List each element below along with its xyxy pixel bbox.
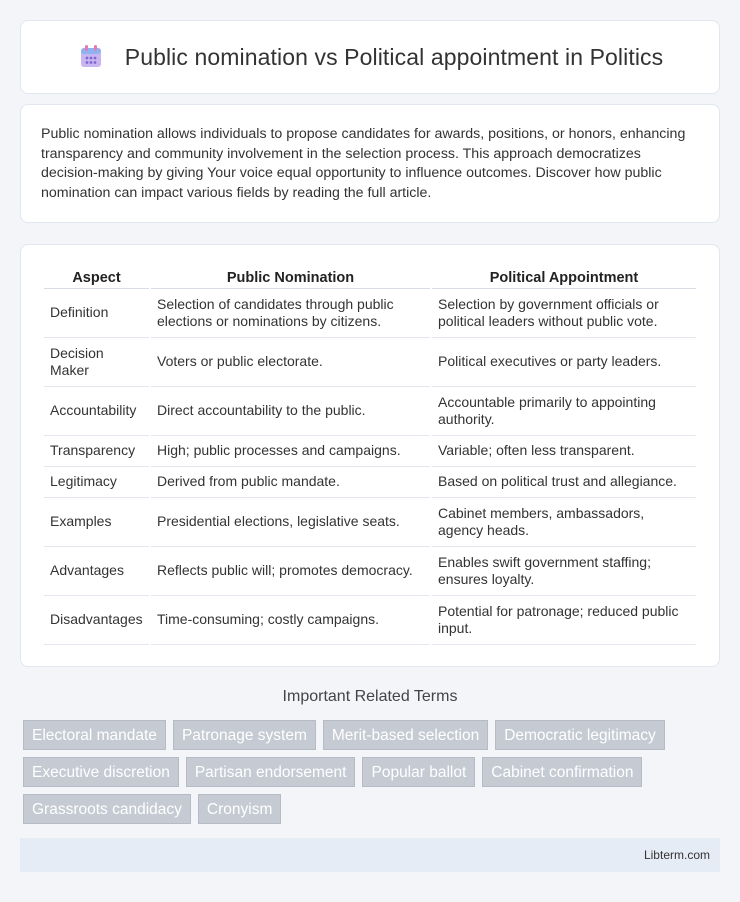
row-aspect: Legitimacy (44, 467, 149, 498)
row-political-appointment: Variable; often less transparent. (432, 436, 696, 467)
related-term-tag[interactable]: Grassroots candidacy (23, 794, 191, 824)
footer-site-link[interactable]: Libterm.com (643, 848, 710, 862)
row-aspect: Definition (44, 289, 149, 338)
header-political-appointment: Political Appointment (432, 265, 696, 289)
table-row (44, 467, 696, 498)
row-aspect: Accountability (44, 387, 149, 436)
related-term-tag[interactable]: Electoral mandate (23, 720, 166, 750)
related-term-tag[interactable]: Executive discretion (23, 757, 179, 787)
page-header (20, 20, 720, 94)
row-aspect: Transparency (44, 436, 149, 467)
row-political-appointment: Based on political trust and allegiance. (432, 467, 696, 498)
row-political-appointment: Cabinet members, ambassadors, agency heads. (432, 498, 696, 547)
table-row (44, 387, 696, 436)
table-row (44, 596, 696, 645)
related-term-tag[interactable]: Cabinet confirmation (482, 757, 642, 787)
comparison-table (42, 265, 698, 645)
row-political-appointment: Selection by government officials or political leaders without public vote. (432, 289, 696, 338)
related-terms-title: Important Related Terms (282, 688, 458, 705)
row-public-nomination: Direct accountability to the public. (151, 387, 430, 436)
related-terms-list (23, 720, 723, 824)
page-title: Public nomination vs Political appointment in Politics (124, 43, 664, 70)
table-row (44, 338, 696, 387)
intro-section (20, 104, 720, 223)
header-public-nomination: Public Nomination (151, 265, 430, 289)
comparison-table-card (20, 244, 720, 667)
row-public-nomination: Selection of candidates through public elections or nominations by citizens. (151, 289, 430, 338)
calendar-icon (77, 43, 105, 71)
related-term-tag[interactable]: Popular ballot (362, 757, 475, 787)
table-row (44, 436, 696, 467)
related-term-tag[interactable]: Democratic legitimacy (495, 720, 665, 750)
row-aspect: Disadvantages (44, 596, 149, 645)
table-row (44, 547, 696, 596)
header-aspect: Aspect (44, 265, 149, 289)
table-header-row (44, 265, 696, 289)
row-public-nomination: High; public processes and campaigns. (151, 436, 430, 467)
related-term-tag[interactable]: Cronyism (198, 794, 281, 824)
row-public-nomination: Voters or public electorate. (151, 338, 430, 387)
row-public-nomination: Derived from public mandate. (151, 467, 430, 498)
row-political-appointment: Political executives or party leaders. (432, 338, 696, 387)
row-public-nomination: Time-consuming; costly campaigns. (151, 596, 430, 645)
intro-text: Public nomination allows individuals to propose candidates for awards, positions, or honors, enhancing transparency and community involvement in the selection process. This approach democratizes decision-making by giving Your voice equal opportunity to influence outcomes. Discover how public nomination can impact various fields by reading the full article. (41, 126, 686, 201)
row-political-appointment: Potential for patronage; reduced public input. (432, 596, 696, 645)
table-row (44, 498, 696, 547)
related-term-tag[interactable]: Merit-based selection (323, 720, 488, 750)
row-aspect: Decision Maker (44, 338, 149, 387)
row-public-nomination: Reflects public will; promotes democracy. (151, 547, 430, 596)
row-political-appointment: Accountable primarily to appointing authority. (432, 387, 696, 436)
footer (20, 838, 720, 872)
related-term-tag[interactable]: Patronage system (173, 720, 316, 750)
table-row (44, 289, 696, 338)
row-aspect: Examples (44, 498, 149, 547)
row-public-nomination: Presidential elections, legislative seats. (151, 498, 430, 547)
row-aspect: Advantages (44, 547, 149, 596)
row-political-appointment: Enables swift government staffing; ensures loyalty. (432, 547, 696, 596)
related-term-tag[interactable]: Partisan endorsement (186, 757, 356, 787)
